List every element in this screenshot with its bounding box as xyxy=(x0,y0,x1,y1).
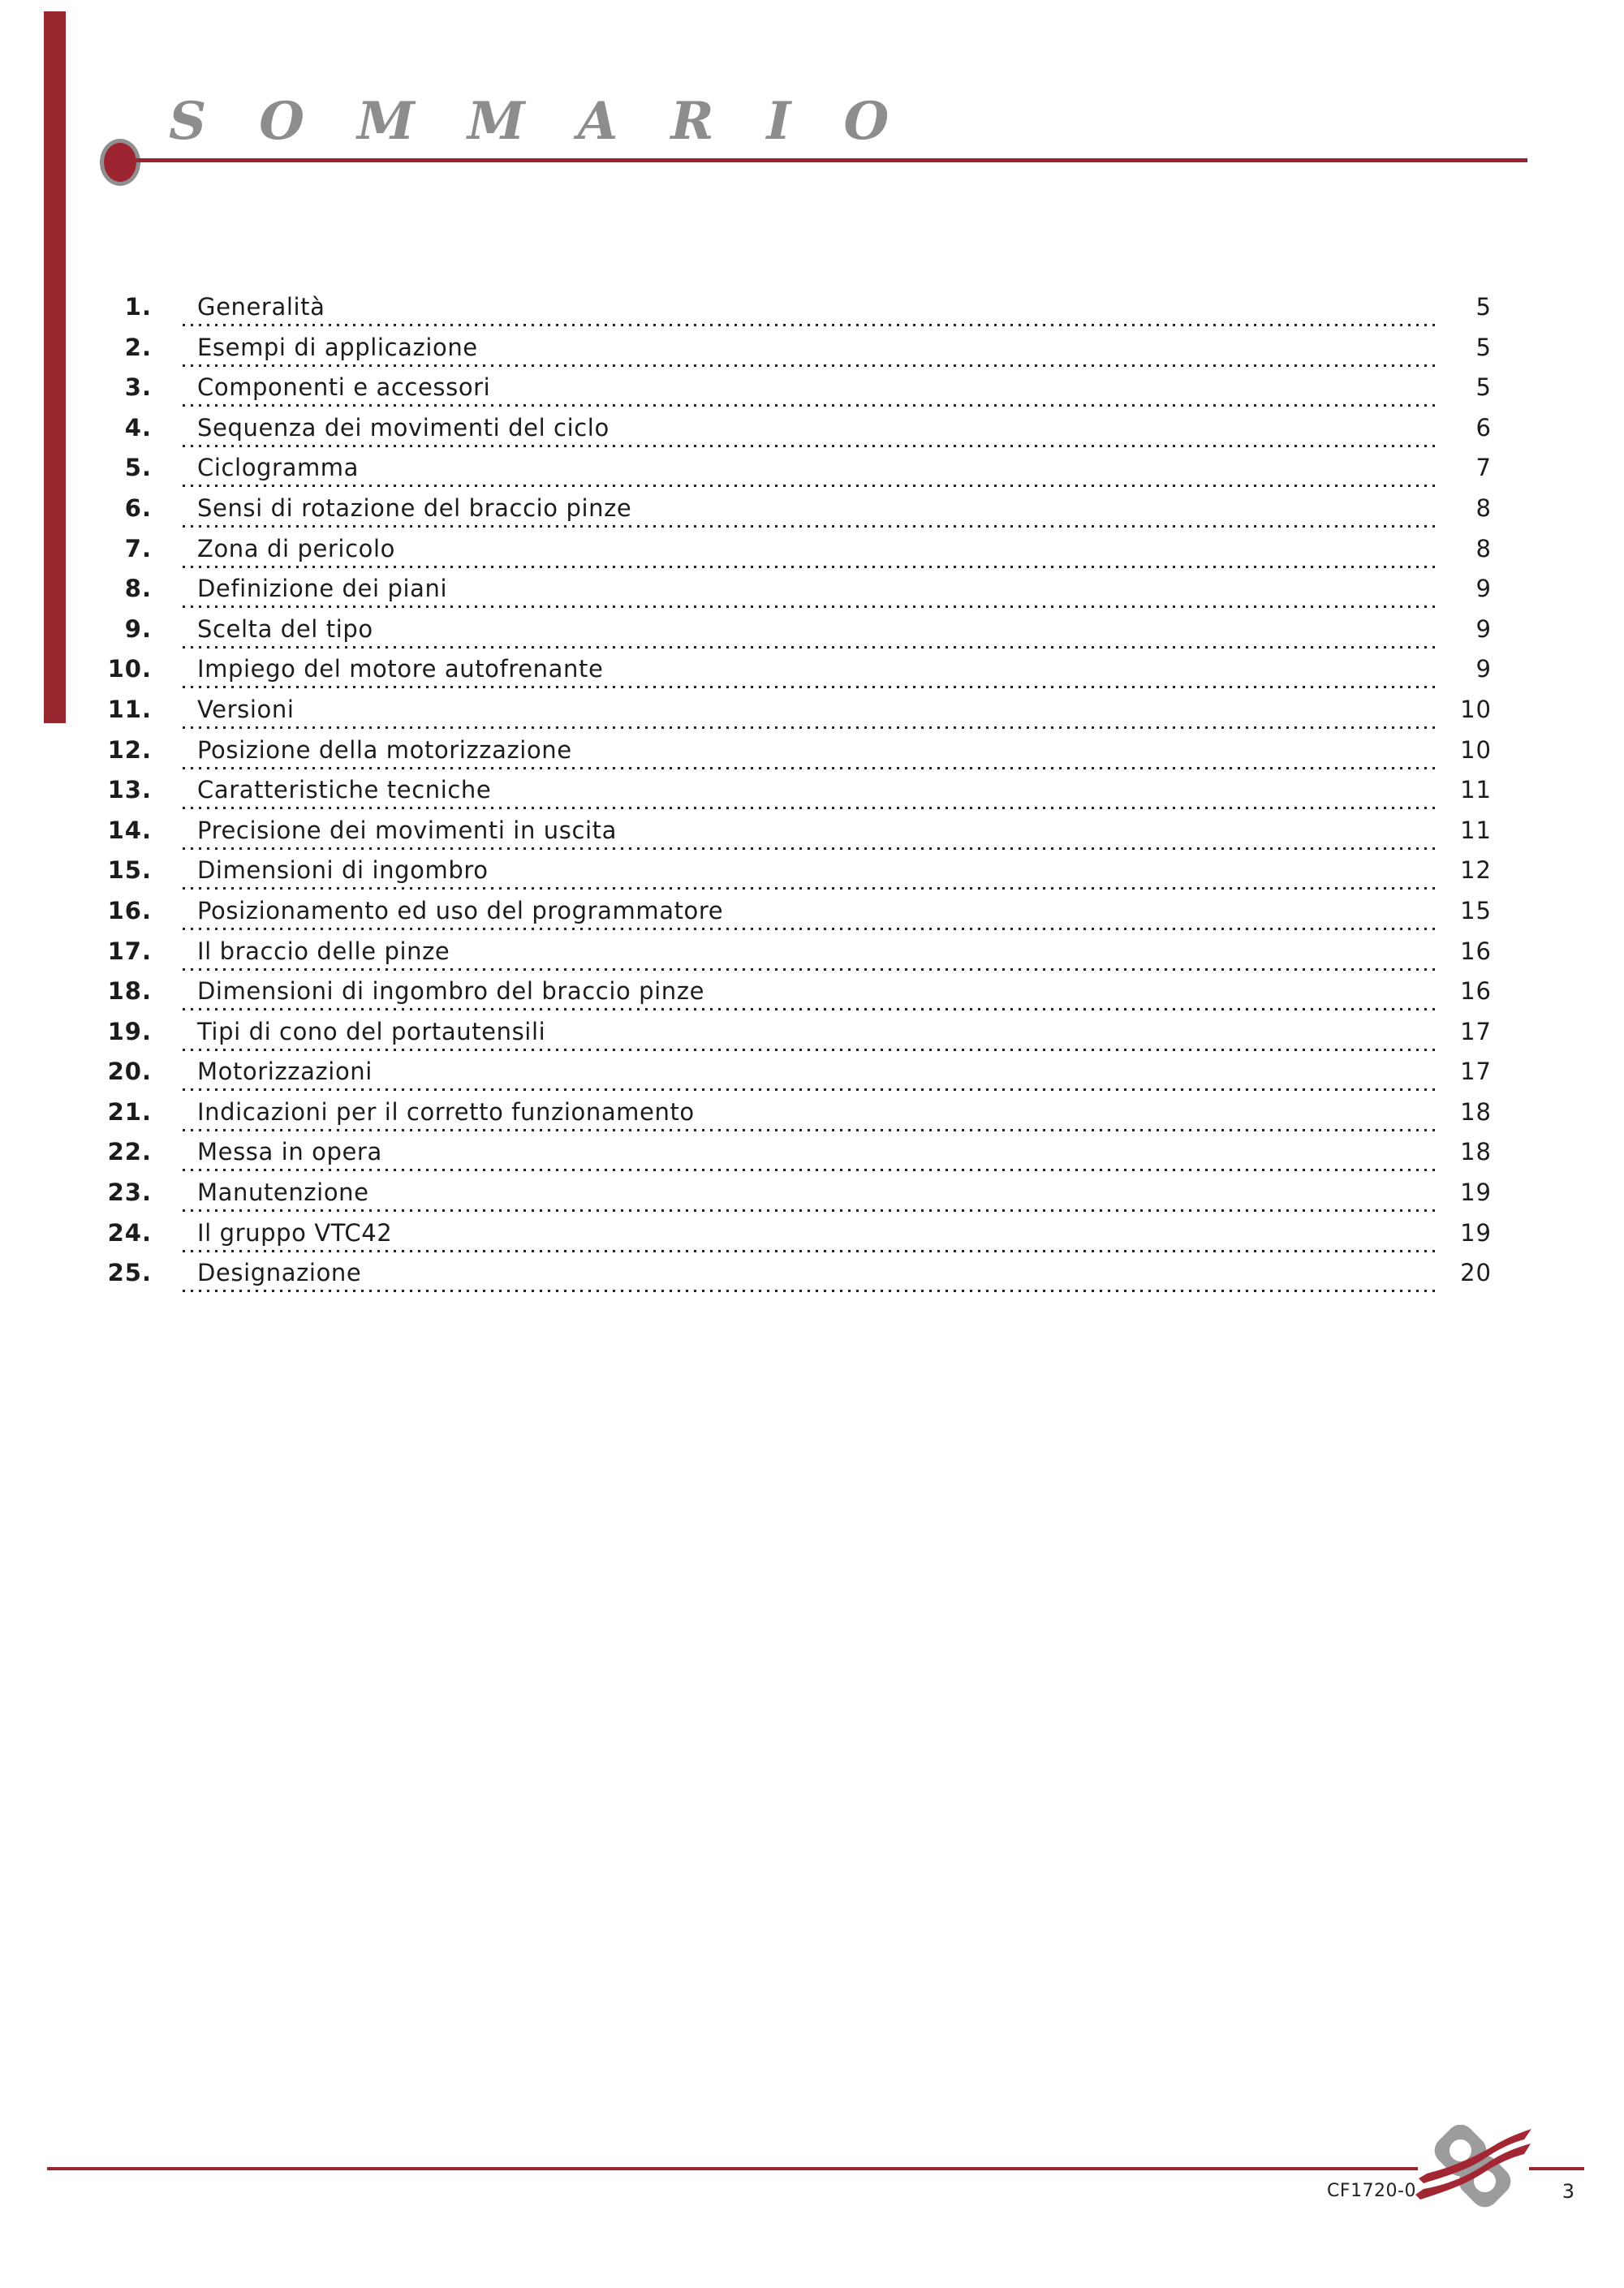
toc-item-number: 7. xyxy=(124,534,152,562)
toc-row xyxy=(0,410,1624,450)
toc-item-label: Sensi di rotazione del braccio pinze xyxy=(197,493,632,522)
toc-item-page: 8 xyxy=(1475,534,1492,562)
toc-item-page: 18 xyxy=(1460,1138,1492,1166)
toc-item-page: 16 xyxy=(1460,977,1492,1006)
toc-item-label: Messa in opera xyxy=(197,1138,382,1166)
dotted-leader xyxy=(183,887,1437,890)
toc-item-label: Precisione dei movimenti in uscita xyxy=(197,816,617,844)
toc-item-page: 18 xyxy=(1460,1097,1492,1126)
toc-row xyxy=(0,651,1624,692)
toc-row xyxy=(0,852,1624,893)
footer-doc-code: CF1720-0 xyxy=(1327,2181,1416,2201)
toc-item-page: 17 xyxy=(1460,1058,1492,1086)
toc-item-page: 6 xyxy=(1475,413,1492,442)
toc-item-page: 15 xyxy=(1460,896,1492,924)
toc-row xyxy=(0,933,1624,974)
toc-item-label: Zona di pericolo xyxy=(197,534,395,562)
dotted-leader xyxy=(183,1250,1437,1252)
toc-item-number: 10. xyxy=(107,655,152,683)
toc-row xyxy=(0,571,1624,611)
toc-item-number: 13. xyxy=(107,776,152,804)
table-of-contents xyxy=(0,289,1624,1295)
toc-row xyxy=(0,732,1624,773)
dotted-leader xyxy=(183,1129,1437,1131)
toc-item-label: Indicazioni per il corretto funzionamento xyxy=(197,1097,695,1126)
toc-item-number: 25. xyxy=(107,1259,152,1287)
toc-item-label: Motorizzazioni xyxy=(197,1058,373,1086)
toc-item-label: Il gruppo VTC42 xyxy=(197,1218,393,1247)
toc-item-page: 7 xyxy=(1475,454,1492,482)
dotted-leader xyxy=(183,566,1437,568)
dotted-leader xyxy=(183,807,1437,809)
toc-item-page: 20 xyxy=(1460,1259,1492,1287)
toc-item-number: 24. xyxy=(107,1218,152,1247)
toc-item-page: 12 xyxy=(1460,856,1492,885)
toc-item-number: 11. xyxy=(107,695,152,723)
toc-item-label: Manutenzione xyxy=(197,1178,369,1207)
toc-item-number: 12. xyxy=(107,735,152,764)
toc-item-number: 1. xyxy=(124,293,152,321)
toc-item-label: Generalità xyxy=(197,293,325,321)
toc-row xyxy=(0,1094,1624,1135)
dotted-leader xyxy=(183,1209,1437,1212)
dotted-leader xyxy=(183,646,1437,648)
footer-rule-left xyxy=(47,2167,1418,2170)
toc-row xyxy=(0,973,1624,1014)
toc-item-page: 8 xyxy=(1475,493,1492,522)
dotted-leader xyxy=(183,485,1437,487)
toc-item-label: Esempi di applicazione xyxy=(197,333,478,361)
dotted-leader xyxy=(183,1088,1437,1091)
dotted-leader xyxy=(183,404,1437,407)
toc-item-label: Scelta del tipo xyxy=(197,614,373,643)
toc-row xyxy=(0,611,1624,652)
toc-row xyxy=(0,1174,1624,1215)
toc-item-number: 23. xyxy=(107,1178,152,1207)
toc-row xyxy=(0,1054,1624,1094)
dotted-leader xyxy=(183,928,1437,930)
toc-row xyxy=(0,289,1624,330)
toc-item-number: 3. xyxy=(124,373,152,402)
red-bullet-dot-icon xyxy=(100,139,140,186)
dotted-leader xyxy=(183,605,1437,608)
dotted-leader xyxy=(183,726,1437,729)
toc-item-label: Definizione dei piani xyxy=(197,575,448,603)
toc-item-number: 2. xyxy=(124,333,152,361)
toc-item-number: 17. xyxy=(107,937,152,965)
dotted-leader xyxy=(183,968,1437,971)
dotted-leader xyxy=(183,445,1437,447)
toc-item-number: 6. xyxy=(124,493,152,522)
toc-row xyxy=(0,772,1624,812)
title-rule xyxy=(132,158,1527,162)
toc-item-number: 9. xyxy=(124,614,152,643)
toc-row xyxy=(0,1215,1624,1256)
toc-item-label: Impiego del motore autofrenante xyxy=(197,655,604,683)
toc-item-number: 4. xyxy=(124,413,152,442)
dotted-leader xyxy=(183,1049,1437,1051)
toc-item-number: 20. xyxy=(107,1058,152,1086)
toc-item-page: 19 xyxy=(1460,1218,1492,1247)
toc-row xyxy=(0,531,1624,571)
toc-item-page: 5 xyxy=(1475,293,1492,321)
toc-item-label: Il braccio delle pinze xyxy=(197,937,450,965)
toc-item-page: 10 xyxy=(1460,735,1492,764)
toc-item-page: 16 xyxy=(1460,937,1492,965)
page-title: SOMMARIO xyxy=(169,91,942,152)
toc-item-label: Dimensioni di ingombro del braccio pinze xyxy=(197,977,705,1006)
dotted-leader xyxy=(183,525,1437,528)
toc-item-label: Ciclogramma xyxy=(197,454,360,482)
dotted-leader xyxy=(183,1008,1437,1010)
toc-item-number: 21. xyxy=(107,1097,152,1126)
toc-item-label: Posizione della motorizzazione xyxy=(197,735,572,764)
toc-item-number: 16. xyxy=(107,896,152,924)
toc-row xyxy=(0,893,1624,933)
toc-item-page: 9 xyxy=(1475,575,1492,603)
toc-row xyxy=(0,490,1624,531)
toc-row xyxy=(0,369,1624,410)
toc-item-number: 19. xyxy=(107,1017,152,1045)
toc-item-label: Dimensioni di ingombro xyxy=(197,856,489,885)
toc-item-page: 5 xyxy=(1475,333,1492,361)
dotted-leader xyxy=(183,847,1437,850)
toc-item-number: 14. xyxy=(107,816,152,844)
toc-item-page: 19 xyxy=(1460,1178,1492,1207)
toc-item-page: 17 xyxy=(1460,1017,1492,1045)
toc-item-label: Sequenza dei movimenti del ciclo xyxy=(197,413,610,442)
toc-item-number: 18. xyxy=(107,977,152,1006)
toc-item-label: Componenti e accessori xyxy=(197,373,491,402)
dotted-leader xyxy=(183,1290,1437,1292)
footer-page-number: 3 xyxy=(1562,2180,1574,2203)
toc-item-page: 9 xyxy=(1475,614,1492,643)
dotted-leader xyxy=(183,1169,1437,1171)
dotted-leader xyxy=(183,767,1437,769)
toc-row xyxy=(0,1134,1624,1174)
toc-item-label: Versioni xyxy=(197,695,295,723)
toc-item-label: Tipi di cono del portautensili xyxy=(197,1017,546,1045)
toc-item-number: 15. xyxy=(107,856,152,885)
dotted-leader xyxy=(183,686,1437,688)
toc-item-page: 9 xyxy=(1475,655,1492,683)
dotted-leader xyxy=(183,364,1437,367)
toc-item-page: 5 xyxy=(1475,373,1492,402)
toc-row xyxy=(0,330,1624,370)
toc-item-page: 11 xyxy=(1460,816,1492,844)
toc-item-number: 5. xyxy=(124,454,152,482)
toc-row xyxy=(0,1255,1624,1295)
toc-item-label: Posizionamento ed uso del programmatore xyxy=(197,896,724,924)
toc-row xyxy=(0,450,1624,490)
toc-row xyxy=(0,1014,1624,1054)
toc-item-label: Caratteristiche tecniche xyxy=(197,776,492,804)
footer-rule-right xyxy=(1529,2167,1584,2170)
toc-row xyxy=(0,812,1624,853)
toc-item-number: 22. xyxy=(107,1138,152,1166)
toc-item-page: 11 xyxy=(1460,776,1492,804)
toc-item-page: 10 xyxy=(1460,695,1492,723)
toc-item-number: 8. xyxy=(124,575,152,603)
toc-item-label: Designazione xyxy=(197,1259,362,1287)
dotted-leader xyxy=(183,324,1437,326)
toc-row xyxy=(0,692,1624,732)
